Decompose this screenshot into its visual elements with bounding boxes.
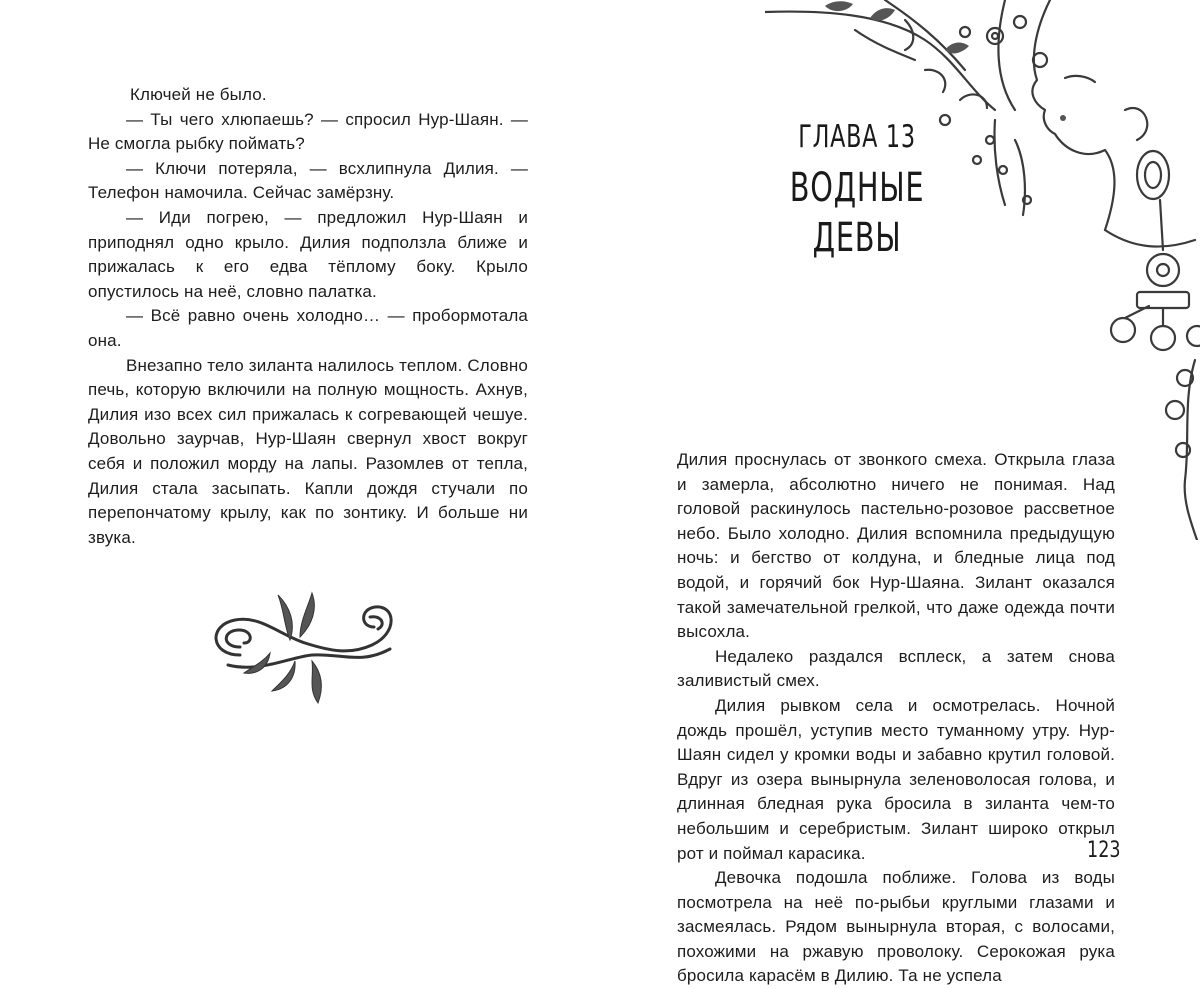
left-page — [0, 0, 600, 900]
right-page — [600, 0, 1200, 986]
chapter-title: ВОДНЫЕ ДЕВЫ — [789, 165, 925, 261]
paragraph: Дилия рывком села и осмотрелась. Ночной дождь прошёл, уступив место туманному утру. Нур-Шаян сидел у кромки воды и забавно крутил головой. Вдруг из озера вынырнула зеленоволосая голова, и длинная бледная рука бросила в зиланта чем-то небольшим и серебристым. Зилант широко открыл рот и поймал карасика. — [677, 695, 1115, 863]
paragraph: — Ключи потеряла, — всхлипнула Дилия. — Телефон намочила. Сейчас замёрзну. — [88, 158, 528, 203]
paragraph: — Ты чего хлюпаешь? — спросил Нур-Шаян. — Не смогла рыбку поймать? — [88, 109, 528, 154]
paragraph: — Всё равно очень холодно… — пробормотала она. — [88, 306, 528, 350]
paragraph: — Иди погрею, — предложил Нур-Шаян и приподнял одно крыло. Дилия подползла ближе и прижалась к его едва тёплому боку. Крыло опустилось на неё, словно палатка. — [88, 207, 528, 301]
paragraph: Внезапно тело зиланта налилось теплом. Словно печь, которую включили на полную мощность. Ахнув, Дилия изо всех сил прижалась к согревающей чешуе. Довольно заурчав, Нур-Шаян свернул хвост вокруг себя и положил морду на лапы. Разомлев от тепла, Дилия стала засыпать. Капли дождя стучали по перепончатому крылу, как по зонтику. И больше ни звука. — [88, 355, 528, 547]
paragraph: Недалеко раздался всплеск, а затем снова заливистый смех. — [677, 646, 1115, 691]
right-page-text — [677, 448, 1115, 989]
paragraph: Дилия проснулась от звонкого смеха. Открыла глаза и замерла, абсолютно ничего не понимая. Над головой раскинулось пастельно-розовое рассветное небо. Было холодно. Дилия вспомнила предыдущую ночь: и бегство от колдуна, и бледные лица под водой, и горячий бок Нур-Шаяна. Зилант оказался такой замечательной грелкой, что даже одежда почти высохла. — [677, 450, 1115, 642]
swirl-leaf-ornament-icon — [200, 585, 410, 705]
paragraph: Ключей не было. — [130, 85, 267, 104]
paragraph: Девочка подошла поближе. Голова из воды посмотрела на неё по-рыбьи круглыми глазами и засмеялась. Рядом вынырнула вторая, с волосами, похожими на ржавую проволоку. Серокожая рука бросила карасём в Дилию. Та не успела — [677, 868, 1115, 986]
chapter-number: ГЛАВА 13 — [798, 119, 916, 155]
chapter-heading — [774, 117, 940, 263]
page-number: 123 — [1087, 838, 1121, 863]
left-page-text — [88, 83, 528, 550]
